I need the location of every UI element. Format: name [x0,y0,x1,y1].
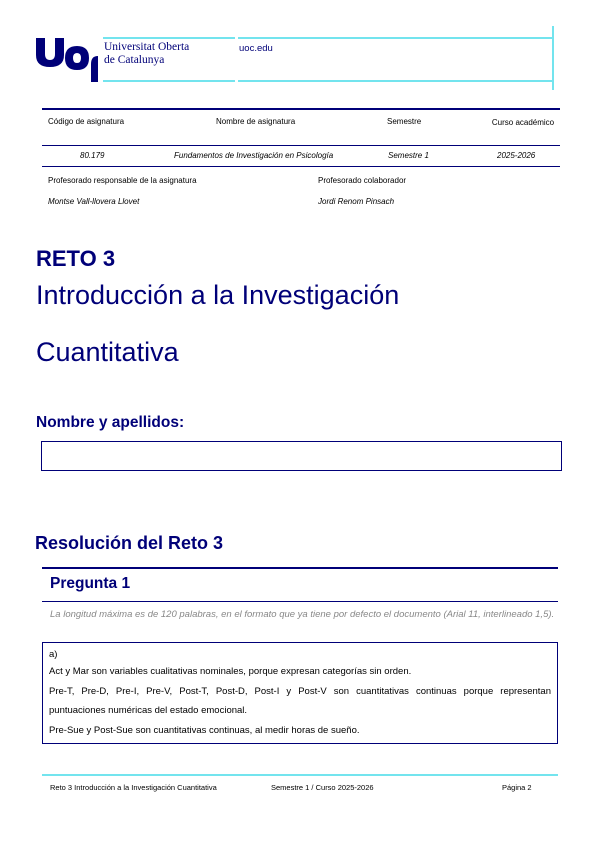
uoc-logo [34,36,98,82]
answer-paragraph-2: Pre-T, Pre-D, Pre-I, Pre-V, Post-T, Post-D, Post-I y Post-V son cuantitativas continuas porque representan puntuaciones numéricas del estado emocional. [49,685,551,716]
footer-rule [42,774,558,776]
answer-box[interactable] [42,642,558,744]
table-rule [42,166,560,167]
answer-paragraph-1: Act y Mar son variables cualitativas nominales, porque expresan categorías sin orden. [49,666,412,677]
question-note: La longitud máxima es de 120 palabras, en el formato que ya tiene por defecto el documento (Arial 11, interlineado 1,5). [50,609,555,620]
academic-year-value: 2025-2026 [497,151,536,160]
table-top-rule [42,108,560,110]
semester-label: Semestre [387,117,422,126]
academic-year-label: Curso académico [491,118,555,127]
semester-value: Semestre 1 [388,151,429,160]
subject-name-label: Nombre de asignatura [216,117,296,126]
responsible-teacher-label: Profesorado responsable de la asignatura [48,176,197,185]
collaborator-teacher-label: Profesorado colaborador [318,176,407,185]
answer-paragraph-3: Pre-Sue y Post-Sue son cuantitativas continuas, al medir horas de sueño. [49,724,360,736]
name-heading: Nombre y apellidos: [36,414,185,431]
subject-code-value: 80.179 [80,151,105,160]
header-rule [238,80,552,82]
table-rule [42,145,560,146]
responsible-teacher-name: Montse Vall-llovera Llovet [48,197,140,206]
subject-code-label: Código de asignatura [48,117,125,126]
resolution-heading: Resolución del Reto 3 [35,533,224,553]
document-title-line2: Cuantitativa [36,337,179,367]
question-heading: Pregunta 1 [50,575,131,592]
header-divider [552,26,554,90]
university-name-line1: Universitat Oberta [104,41,190,53]
university-name-line2: de Catalunya [104,53,165,66]
name-field[interactable] [41,441,562,471]
answer-part-label: a) [49,649,58,660]
university-name [104,41,189,66]
question-top-rule [42,567,558,569]
footer-doc-title: Reto 3 Introducción a la Investigación Cuantitativa [50,783,217,792]
header-rule [103,37,235,39]
footer-semester: Semestre 1 / Curso 2025-2026 [271,783,374,792]
header-rule [103,80,235,82]
document-title-line1: Introducción a la Investigación [36,280,400,310]
reto-label: RETO 3 [36,246,116,271]
website-link[interactable]: uoc.edu [239,43,273,54]
question-bottom-rule [42,601,558,602]
footer-page-number: Página 2 [502,783,532,792]
header-rule [238,37,552,39]
collaborator-teacher-name: Jordi Renom Pinsach [318,197,395,206]
subject-name-value: Fundamentos de Investigación en Psicología [174,151,334,160]
